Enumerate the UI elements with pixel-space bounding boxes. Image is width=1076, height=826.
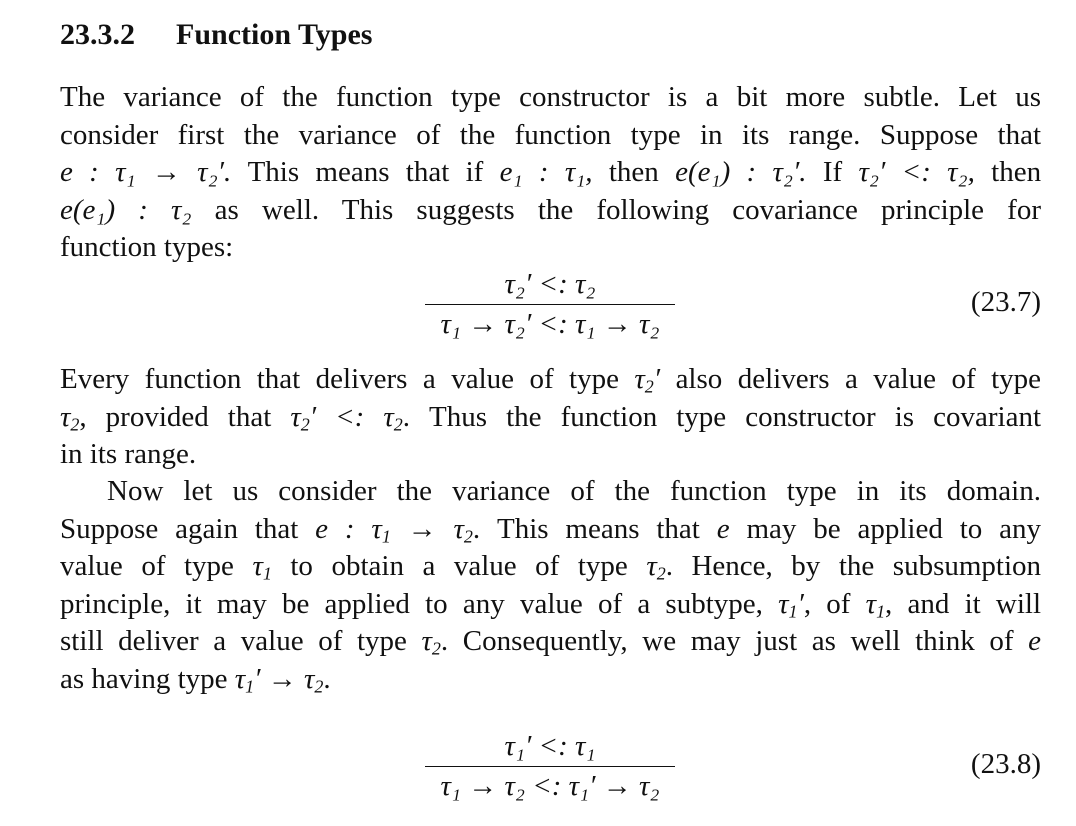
text-span: , of	[803, 587, 851, 620]
equation-number: (23.8)	[970, 748, 1041, 780]
math-inline: $\tau_2$	[60, 400, 80, 434]
text-span	[60, 401, 271, 433]
text-span: value of type	[60, 550, 234, 582]
text-line	[60, 661, 1041, 699]
math-inline: e₁ : τ₁,	[499, 156, 593, 188]
text-span: This means that if	[247, 156, 484, 188]
text-line	[60, 399, 1041, 437]
inference-rule-23-7	[60, 266, 1041, 346]
text-span	[422, 625, 1014, 657]
text-span: still deliver a value of type	[60, 625, 407, 657]
rule-bar	[425, 304, 675, 305]
math-inline: e	[716, 512, 730, 545]
paragraph-covariance-intro	[60, 79, 1041, 267]
text-line: Now let us consider the variance of the function type in its domain.	[107, 475, 1041, 507]
math-inline: $\tau_2$	[421, 625, 441, 659]
math-inline: $\tau_1' \to \tau_2$	[234, 662, 324, 696]
text-span	[866, 588, 1041, 620]
math-inline: e : τ₁ → τ₂′.	[60, 156, 232, 188]
math-inline: e : $\tau_1 \to \tau_2$	[315, 512, 473, 546]
rule-premise: τ₂′ <: τ₂	[504, 268, 596, 300]
text-line: in its range.	[60, 438, 197, 470]
text-line	[60, 511, 1041, 549]
text-span: also delivers a value of type	[675, 363, 1042, 395]
text-span: If	[822, 156, 843, 188]
text-line	[60, 548, 1041, 586]
text-line	[60, 154, 1041, 192]
math-inline: $\tau_1'$	[778, 587, 804, 621]
text-span: as having type	[60, 662, 228, 695]
text-span: . Thus the function type constructor is covariant	[402, 400, 1042, 433]
text-line	[60, 586, 1041, 624]
math-inline: $\tau_1$	[252, 550, 272, 584]
text-span: . Hence, by the subsumption	[665, 550, 1042, 582]
inference-rule-23-8	[60, 728, 1041, 808]
text-span: as well. This suggests the following covariance principle for	[214, 193, 1041, 226]
text-span: principle, it may be applied to any value of a subtype,	[60, 587, 763, 620]
text-line	[60, 623, 1041, 661]
text-span: , and it will	[885, 587, 1042, 620]
math-inline: $\tau_2'$ <: $\tau_2$	[290, 400, 403, 434]
section-heading	[60, 18, 372, 52]
text-span: . This means that	[472, 512, 700, 545]
text-span: then	[608, 156, 659, 188]
text-line	[60, 192, 1041, 230]
rule-conclusion: τ₁ → τ₂′ <: τ₁ → τ₂	[440, 308, 660, 340]
text-span: , provided that	[79, 400, 272, 433]
math-inline: τ₂′ <: τ₂,	[858, 156, 975, 188]
rule-conclusion: τ₁ → τ₂ <: τ₁′ → τ₂	[440, 770, 660, 802]
section-title: Function Types	[176, 18, 373, 51]
math-inline: $\tau_2'$	[634, 363, 661, 397]
math-inline: e(e₁) : τ₂	[60, 193, 192, 226]
paragraph-covariance-summary	[60, 361, 1041, 474]
rule-premise: τ₁′ <: τ₁	[504, 730, 596, 762]
text-line	[60, 361, 1041, 399]
text-span: .	[323, 662, 331, 695]
text-span	[646, 550, 1041, 582]
text-span: to obtain a value of type	[290, 550, 628, 582]
text-span: may be applied to any	[746, 512, 1042, 545]
text-line: consider first the variance of the function type in its range. Suppose that	[60, 118, 1041, 151]
paragraph-domain-variance	[60, 473, 1041, 698]
math-inline: $\tau_2$	[646, 550, 666, 584]
text-span: then	[991, 156, 1042, 188]
text-line: The variance of the function type constructor is a bit more subtle. Let us	[60, 81, 1041, 113]
text-span: Every function that delivers a value of type	[60, 363, 619, 395]
text-span: Suppose again that	[60, 512, 299, 545]
text-line: function types:	[60, 231, 234, 263]
equation-number: (23.7)	[970, 286, 1041, 318]
math-inline: $\tau_1$	[865, 587, 886, 621]
section-number: 23.3.2	[60, 18, 135, 51]
rule-bar	[425, 766, 675, 767]
math-inline: e(e₁) : τ₂′.	[675, 156, 807, 188]
text-span	[778, 588, 850, 620]
text-span: . Consequently, we may just as well think of	[440, 625, 1014, 657]
math-inline: e	[1028, 625, 1041, 657]
